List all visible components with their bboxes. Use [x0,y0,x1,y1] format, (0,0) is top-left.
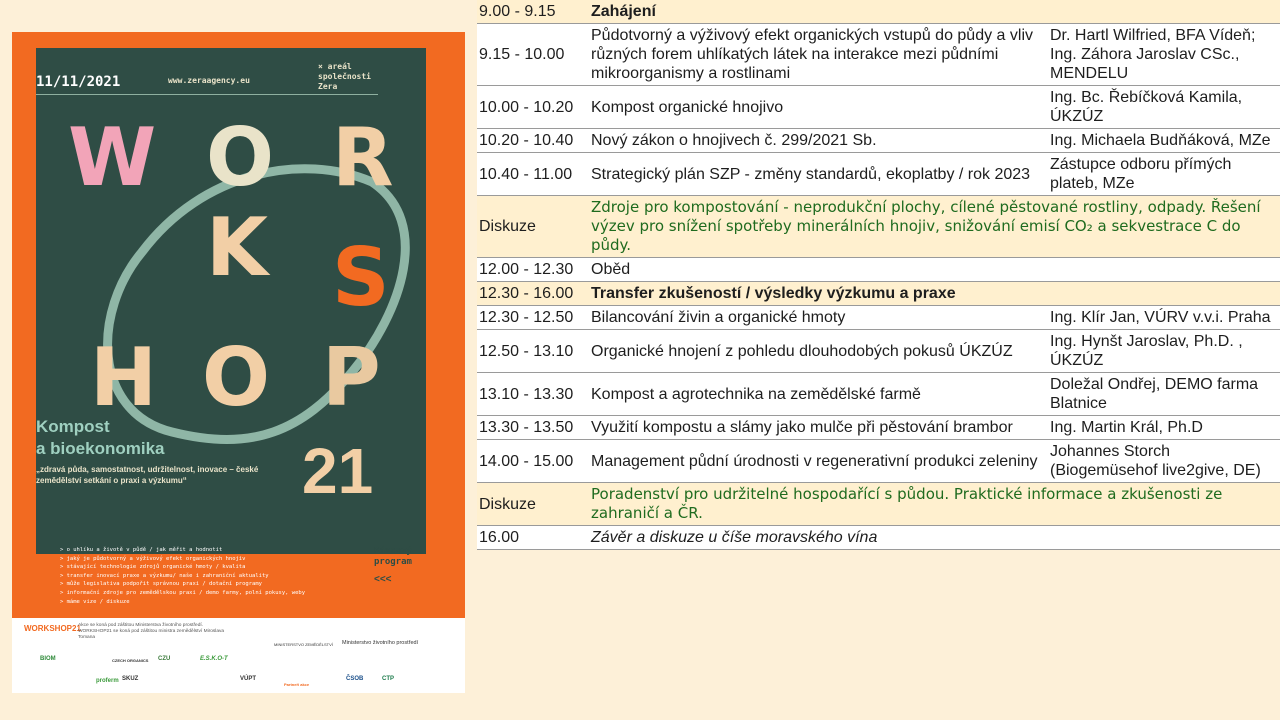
agenda-row [477,440,1280,483]
agenda-speaker [1048,258,1280,282]
program-label: Rámcový program [374,546,412,567]
poster-subtitle: „zdravá půda, samostatnost, udržitelnost, inovace – české zemědělství setkání o praxi a výzkumu“ [36,465,259,485]
agenda-speaker: Zástupce odboru přímých plateb, MZe [1048,153,1280,196]
footer-note: Akce se koná pod záštitou Ministerstva životního prostředí. WORKSHOP21 se koná pod záštitou ministra zemědělství Miroslava Tomana [78,623,225,640]
partners-label: Partneři akce [284,682,310,687]
agenda-title: Kompost organické hnojivo [589,86,1048,129]
agenda-speaker: Doležal Ondřej, DEMO farma Blatnice [1048,373,1280,416]
agenda-speaker [1048,282,1280,306]
agenda-time: 12.30 - 12.50 [477,306,589,330]
agenda-time: 12.00 - 12.30 [477,258,589,282]
partner-logo: ČSOB [346,676,364,682]
agenda-row [477,373,1280,416]
agenda-title: Management půdní úrodnosti v regenerativní produkci zeleniny [589,440,1048,483]
agenda-time: 10.40 - 11.00 [477,153,589,196]
poster-year: 21 [302,435,374,507]
agenda-title: Zahájení [589,0,1048,24]
poster-letter-s: S [332,231,390,324]
agenda-speaker [1048,0,1280,24]
poster-letter-o: O [206,111,275,204]
poster-url[interactable]: www.zeraagency.eu [168,76,250,85]
agenda-table [477,0,1280,550]
partner-logo: SKUZ [122,676,139,682]
agenda-time: 13.30 - 13.50 [477,416,589,440]
agenda-speaker: Ing. Bc. Řebíčková Kamila, ÚKZÚZ [1048,86,1280,129]
agenda-row [477,483,1280,526]
agenda-row [477,0,1280,24]
agenda-row [477,526,1280,550]
agenda-time: 12.50 - 13.10 [477,330,589,373]
poster-footer [12,618,465,693]
poster-letter-o2: O [202,331,271,424]
agenda-time: 9.00 - 9.15 [477,0,589,24]
partner-logo: E.S.K.O-T [200,656,228,662]
agenda-row [477,24,1280,86]
poster-topics: > o uhlíku a životě v půdě / jak měřit a hodnotit > jaký je půdotvorný a výživový efekt organických hnojiv > stávající technologie zdrojů organické hmoty / kvalita > transfer inovací praxe a výzkumu/ naše i zahraniční aktuality > může legislativa podpořit správnou praxi / dotační programy > informační zdroje pro zemědělskou praxi / demo farmy, polní pokusy, weby > máme vize / diskuze [60,546,360,606]
agenda-title: Zdroje pro kompostování - neprodukční plochy, cílené pěstované rostliny, odpady. Řešení výzev pro snížení spotřeby minerálních hnojiv, snižování emisí CO₂ a sekvestrace C do půdy. [589,196,1280,258]
poster-letter-r: R [332,111,394,204]
footer-brand: WORKSHOP21 [24,624,81,633]
agenda-time: 9.15 - 10.00 [477,24,589,86]
agenda-title: Organické hnojení z pohledu dlouhodobých pokusů ÚKZÚZ [589,330,1048,373]
ministry-agri-logo: MINISTERSTVO ZEMĚDĚLSTVÍ [274,642,333,647]
agenda-title: Nový zákon o hnojivech č. 299/2021 Sb. [589,129,1048,153]
agenda-row [477,86,1280,129]
agenda-speaker [1048,526,1280,550]
ministry-env-logo: Ministerstvo životního prostředí [342,640,419,646]
agenda-title: Strategický plán SZP - změny standardů, ekoplatby / rok 2023 [589,153,1048,196]
partner-logo: CTP [382,676,394,682]
poster-title: Kompost a bioekonomika [36,417,165,458]
agenda-row [477,196,1280,258]
poster-date: 11/11/2021 [36,74,121,90]
agenda-row [477,416,1280,440]
agenda-row [477,306,1280,330]
agenda-speaker: Dr. Hartl Wilfried, BFA Vídeň; Ing. Záhora Jaroslav CSc., MENDELU [1048,24,1280,86]
agenda-time: 13.10 - 13.30 [477,373,589,416]
poster-letter-k: K [206,201,268,294]
poster-letter-w: W [68,111,157,204]
workshop-poster [12,32,465,693]
agenda-speaker: Ing. Michaela Budňáková, MZe [1048,129,1280,153]
partner-logo: VÚPT [240,676,257,682]
agenda-title: Poradenství pro udržitelné hospodařící s půdou. Praktické informace a zkušenosti ze zahraničí a ČR. [589,483,1280,526]
agenda-title: Závěr a diskuze u číše moravského vína [589,526,1048,550]
agenda-row [477,330,1280,373]
poster-divider [36,94,378,95]
partner-logo: CZU [158,656,171,662]
agenda-title: Transfer zkušeností / výsledky výzkumu a praxe [589,282,1048,306]
agenda-speaker: Johannes Storch (Biogemüsehof live2give, DE) [1048,440,1280,483]
partner-logo: proferm [96,678,119,684]
chevron-left-icon: <<< [374,574,392,585]
agenda-time: 16.00 [477,526,589,550]
agenda-row [477,258,1280,282]
partner-logo: BIOM [40,656,56,662]
agenda-title: Kompost a agrotechnika na zemědělské farmě [589,373,1048,416]
agenda-speaker: Ing. Hynšt Jaroslav, Ph.D. , ÚKZÚZ [1048,330,1280,373]
agenda-row [477,282,1280,306]
agenda-time: 10.00 - 10.20 [477,86,589,129]
partner-logo: CZECH ORGANICS [112,658,149,663]
agenda-speaker: Ing. Klír Jan, VÚRV v.v.i. Praha [1048,306,1280,330]
agenda-title: Bilancování živin a organické hmoty [589,306,1048,330]
agenda-speaker: Ing. Martin Král, Ph.D [1048,416,1280,440]
poster-letter-h: H [90,331,157,424]
agenda-time: 10.20 - 10.40 [477,129,589,153]
poster-venue: × areál společnosti Zera [318,62,371,91]
agenda-time: Diskuze [477,196,589,258]
agenda-title: Oběd [589,258,1048,282]
agenda-time: 12.30 - 16.00 [477,282,589,306]
agenda-row [477,129,1280,153]
poster-letter-p: P [322,331,381,424]
agenda-title: Využití kompostu a slámy jako mulče při pěstování brambor [589,416,1048,440]
agenda-row [477,153,1280,196]
agenda-title: Půdotvorný a výživový efekt organických vstupů do půdy a vliv různých forem uhlíkatých látek na interakce mezi půdními mikroorganismy a rostlinami [589,24,1048,86]
agenda-time: Diskuze [477,483,589,526]
agenda-time: 14.00 - 15.00 [477,440,589,483]
